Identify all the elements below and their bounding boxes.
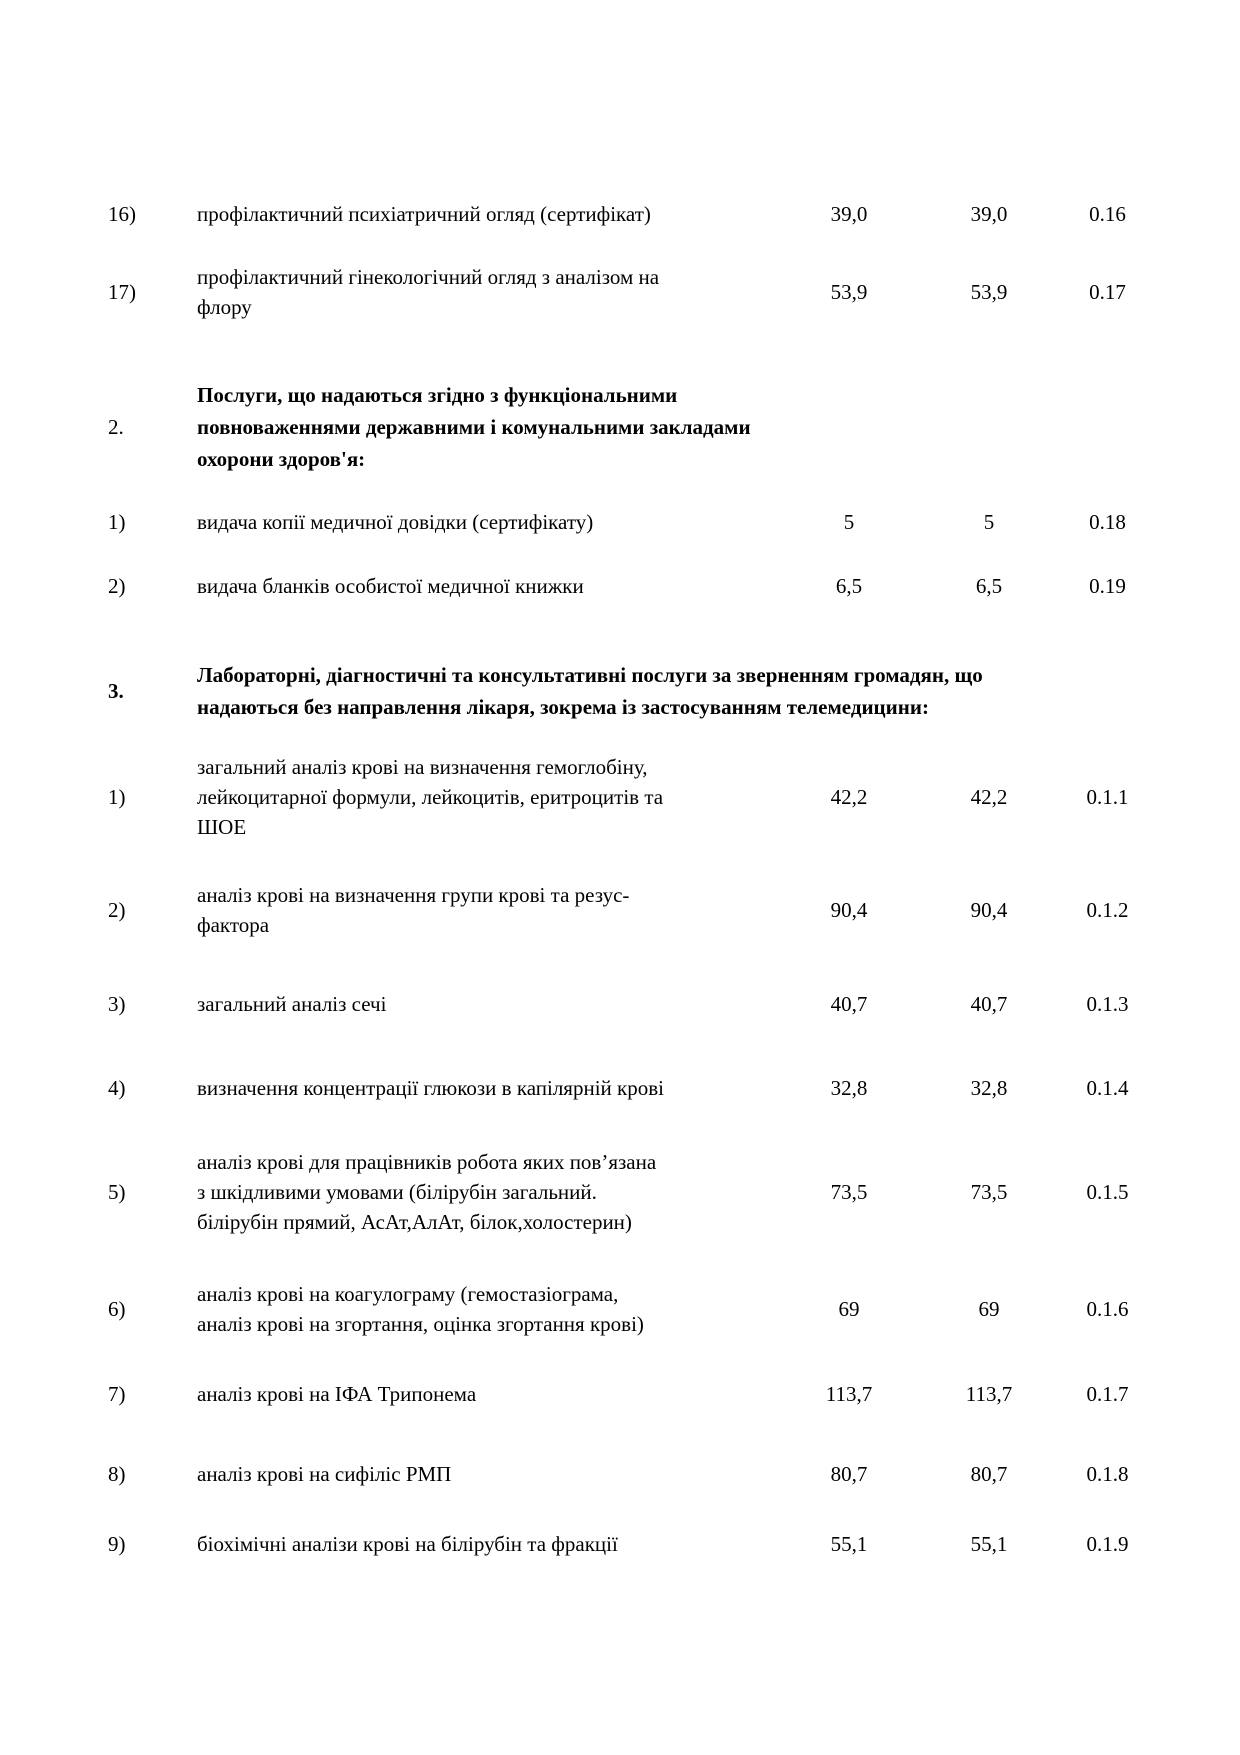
table-row — [0, 1529, 1155, 1559]
service-description — [197, 571, 780, 601]
description-line: видача бланків особистої медичної книжки — [197, 574, 584, 598]
table-row — [0, 379, 1155, 475]
service-description — [197, 199, 780, 229]
table-row — [0, 507, 1155, 537]
row-number: 16) — [108, 201, 136, 226]
row-number: 17) — [108, 279, 136, 304]
price-value-1: 42,2 — [830, 785, 868, 809]
table-row — [0, 1379, 1155, 1409]
price-value-1: 80,7 — [830, 1462, 868, 1486]
service-description — [197, 379, 1155, 475]
price-value-1: 32,8 — [830, 1076, 868, 1100]
description-line: загальний аналіз крові на визначення гемоглобіну, — [197, 755, 648, 779]
table-row — [0, 262, 1155, 322]
service-code: 0.18 — [1089, 510, 1126, 534]
row-number: 1) — [108, 509, 126, 534]
service-code: 0.1.8 — [1086, 1462, 1129, 1486]
price-value-1: 69 — [838, 1297, 860, 1321]
description-line: лейкоцитарної формули, лейкоцитів, еритроцитів та — [197, 785, 664, 809]
table-row — [0, 989, 1155, 1019]
price-value-2: 39,0 — [970, 202, 1008, 226]
table-row — [0, 1147, 1155, 1237]
price-value-2: 40,7 — [970, 992, 1008, 1016]
description-line: аналіз крові на коагулограму (гемостазіограма, — [197, 1282, 619, 1306]
service-description — [197, 752, 780, 842]
table-row — [0, 659, 1155, 723]
price-value-1: 113,7 — [825, 1382, 873, 1406]
price-value-2: 113,7 — [965, 1382, 1013, 1406]
service-description — [197, 1459, 780, 1489]
price-value-2: 69 — [978, 1297, 1000, 1321]
service-description — [197, 507, 780, 537]
row-number: 3) — [108, 991, 126, 1016]
price-value-1: 53,9 — [830, 280, 868, 304]
price-value-2: 5 — [983, 510, 995, 534]
description-line: загальний аналіз сечі — [197, 992, 387, 1016]
service-code: 0.1.6 — [1086, 1297, 1129, 1321]
description-line: Послуги, що надаються згідно з функціональними — [197, 383, 678, 407]
price-value-1: 55,1 — [830, 1532, 868, 1556]
description-line: аналіз крові на сифіліс РМП — [197, 1462, 452, 1486]
price-value-1: 5 — [843, 510, 855, 534]
description-line: видача копії медичної довідки (сертифікату) — [197, 510, 594, 534]
service-code: 0.1.2 — [1086, 898, 1129, 922]
description-line: профілактичний психіатричний огляд (сертифікат) — [197, 202, 651, 226]
table-row — [0, 571, 1155, 601]
row-number: 5) — [108, 1179, 126, 1204]
price-value-2: 80,7 — [970, 1462, 1008, 1486]
service-code: 0.17 — [1089, 280, 1126, 304]
price-value-2: 6,5 — [975, 574, 1003, 598]
price-value-1: 73,5 — [830, 1180, 868, 1204]
price-value-2: 73,5 — [970, 1180, 1008, 1204]
table-row — [0, 199, 1155, 229]
service-description — [197, 880, 780, 940]
price-value-2: 55,1 — [970, 1532, 1008, 1556]
service-description — [197, 989, 780, 1019]
service-description — [197, 1529, 780, 1559]
row-number: 2) — [108, 897, 126, 922]
service-description — [197, 1379, 780, 1409]
service-code: 0.1.9 — [1086, 1532, 1129, 1556]
table-row — [0, 1073, 1155, 1103]
price-value-2: 32,8 — [970, 1076, 1008, 1100]
description-line: аналіз крові для працівників робота яких пов’язана — [197, 1150, 657, 1174]
description-line: повноваженнями державними і комунальними закладами — [197, 415, 751, 439]
service-code: 0.1.5 — [1086, 1180, 1129, 1204]
description-line: ШОЕ — [197, 815, 247, 839]
row-number: 1) — [108, 784, 126, 809]
row-number: 4) — [108, 1075, 126, 1100]
service-code: 0.16 — [1089, 202, 1126, 226]
service-code: 0.1.3 — [1086, 992, 1129, 1016]
table-row — [0, 1459, 1155, 1489]
table-row — [0, 1279, 1155, 1339]
price-value-1: 39,0 — [830, 202, 868, 226]
price-value-1: 40,7 — [830, 992, 868, 1016]
service-description — [197, 659, 1155, 723]
description-line: аналіз крові на згортання, оцінка згортання крові) — [197, 1312, 644, 1336]
description-line: аналіз крові на ІФА Трипонема — [197, 1382, 477, 1406]
table-row — [0, 752, 1155, 842]
row-number: 9) — [108, 1531, 126, 1556]
service-code: 0.19 — [1089, 574, 1126, 598]
service-code: 0.1.1 — [1086, 785, 1129, 809]
description-line: білірубін прямий, АсАт,АлАт, білок,холостерин) — [197, 1210, 632, 1234]
service-description — [197, 1073, 780, 1103]
description-line: визначення концентрації глюкози в капілярній крові — [197, 1076, 664, 1100]
table-row — [0, 880, 1155, 940]
service-code: 0.1.4 — [1086, 1076, 1129, 1100]
description-line: аналіз крові на визначення групи крові та резус- — [197, 883, 630, 907]
row-number: 3. — [108, 678, 124, 703]
row-number: 2) — [108, 573, 126, 598]
description-line: фактора — [197, 913, 270, 937]
row-number: 2. — [108, 414, 124, 439]
row-number: 7) — [108, 1381, 126, 1406]
price-value-2: 90,4 — [970, 898, 1008, 922]
description-line: флору — [197, 295, 252, 319]
price-value-1: 90,4 — [830, 898, 868, 922]
price-value-2: 42,2 — [970, 785, 1008, 809]
row-number: 6) — [108, 1296, 126, 1321]
service-code: 0.1.7 — [1086, 1382, 1129, 1406]
service-description — [197, 1147, 780, 1237]
service-description — [197, 1279, 780, 1339]
service-description — [197, 262, 780, 322]
description-line: профілактичний гінекологічний огляд з аналізом на — [197, 265, 660, 289]
description-line: з шкідливими умовами (білірубін загальний. — [197, 1180, 597, 1204]
description-line: надаються без направлення лікаря, зокрема із застосуванням телемедицини: — [197, 695, 929, 719]
description-line: Лабораторні, діагностичні та консультативні послуги за зверненням громадян, що — [197, 663, 983, 687]
description-line: біохімічні аналізи крові на білірубін та фракції — [197, 1532, 618, 1556]
price-value-1: 6,5 — [835, 574, 863, 598]
price-value-2: 53,9 — [970, 280, 1008, 304]
row-number: 8) — [108, 1461, 126, 1486]
description-line: охорони здоров'я: — [197, 447, 366, 471]
